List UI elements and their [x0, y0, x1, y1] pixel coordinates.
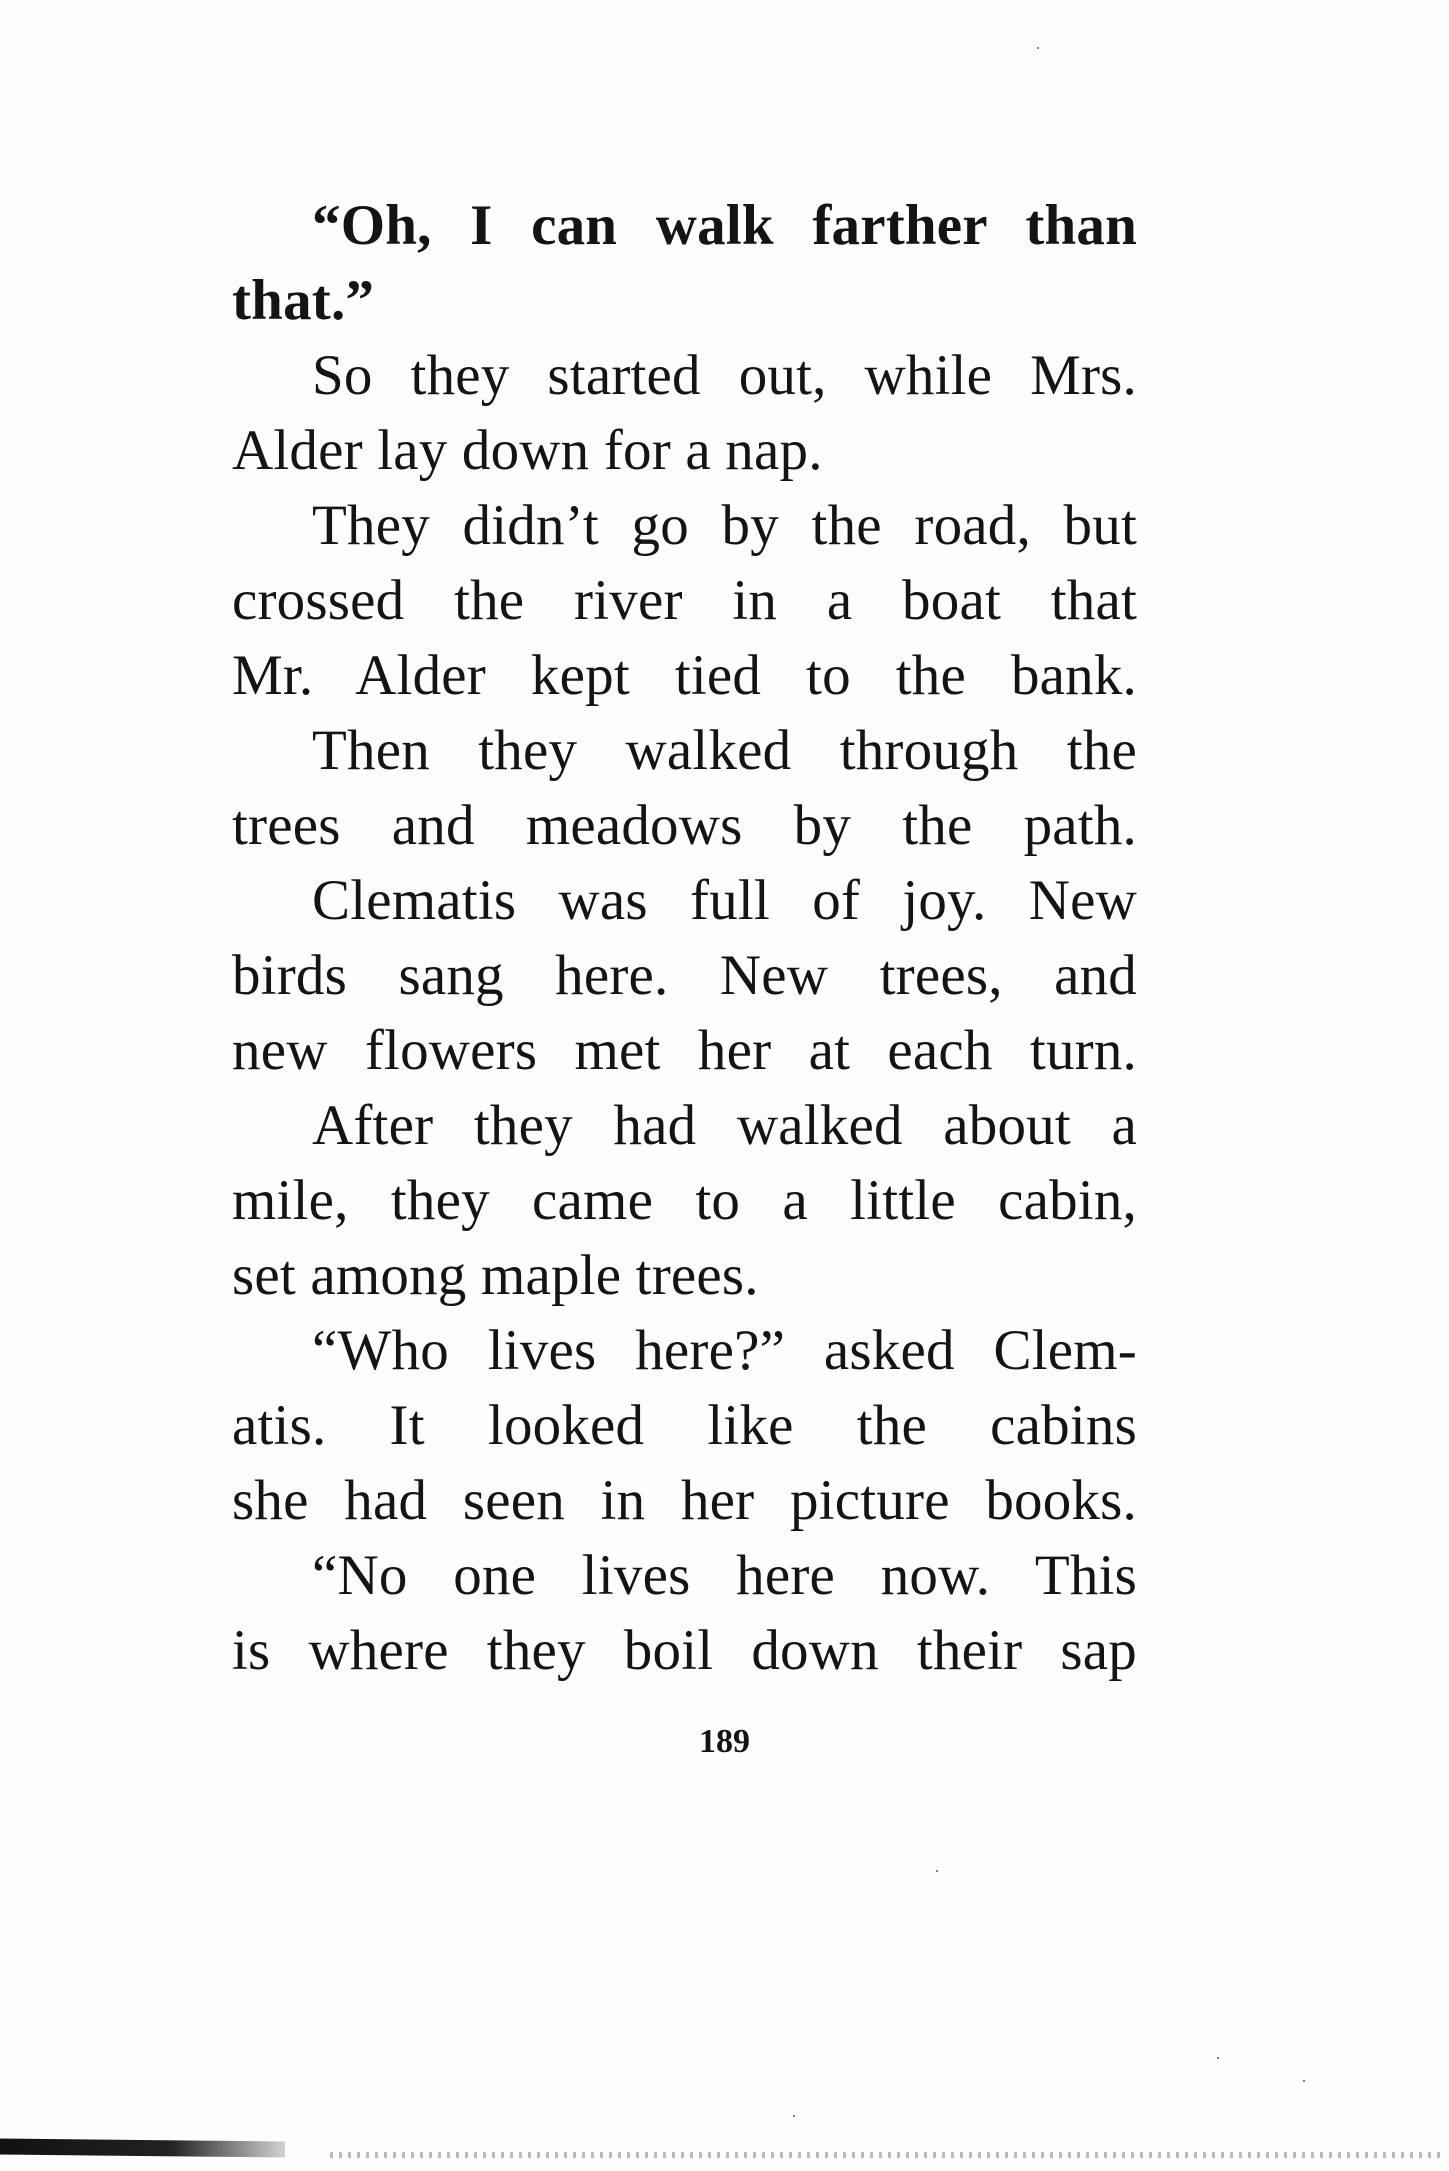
text-line: she had seen in her picture books.: [232, 1469, 1137, 1532]
text-line: is where they boil down their sap: [232, 1619, 1137, 1682]
text-line: that.”: [232, 269, 375, 332]
text-line: “No one lives here now. This: [312, 1544, 1137, 1607]
text-line: They didn’t go by the road, but: [312, 494, 1137, 557]
scan-speck: [1303, 2080, 1305, 2082]
scan-speck: [1217, 2057, 1219, 2059]
text-line: birds sang here. New trees, and: [232, 944, 1137, 1007]
scan-edge-shadow: [0, 2139, 285, 2158]
text-line: mile, they came to a little cabin,: [232, 1169, 1137, 1232]
scan-speck: [1037, 47, 1039, 49]
text-line: trees and meadows by the path.: [232, 794, 1137, 857]
text-line: After they had walked about a: [312, 1094, 1137, 1157]
scan-edge-noise: [330, 2152, 1440, 2158]
text-line: Alder lay down for a nap.: [232, 419, 823, 482]
text-line: So they started out, while Mrs.: [312, 344, 1137, 407]
text-line: Then they walked through the: [312, 719, 1137, 782]
text-line: new flowers met her at each turn.: [232, 1019, 1137, 1082]
text-line: “Who lives here?” asked Clem-: [312, 1319, 1137, 1382]
text-line: Mr. Alder kept tied to the bank.: [232, 644, 1137, 707]
scan-speck: [936, 1870, 938, 1872]
text-line: Clematis was full of joy. New: [312, 869, 1137, 932]
body-text: [232, 188, 1137, 1688]
text-line: crossed the river in a boat that: [232, 569, 1137, 632]
text-line: “Oh, I can walk farther than: [312, 194, 1137, 257]
text-line: atis. It looked like the cabins: [232, 1394, 1137, 1457]
scan-speck: [793, 2115, 795, 2117]
text-line: set among maple trees.: [232, 1244, 759, 1307]
page-number: 189: [699, 1723, 750, 1760]
